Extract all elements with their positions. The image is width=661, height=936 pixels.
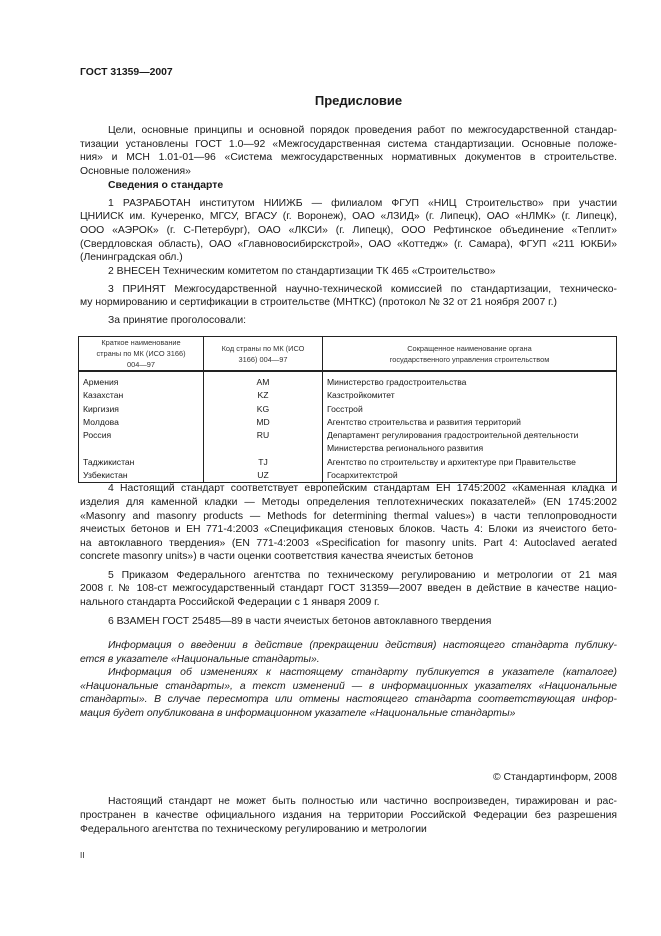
agency: Казстройкомитет xyxy=(323,389,617,402)
item1-line: 1 РАЗРАБОТАН институтом НИИЖБ — филиалом ФГУП «НИЦ Строительство» при участии xyxy=(108,198,617,209)
country: Армения xyxy=(79,371,204,389)
agency: Госстрой xyxy=(323,403,617,416)
item4-line: «Masonry and masonry products — Methods for determining thermal values») в части теплопроводности xyxy=(80,511,617,522)
item4-line: ячеистых бетонов и ЕН 771-4:2003 «Спецификация стеновых блоков. Часть 4: Блоки из ячеистого бето- xyxy=(80,524,617,535)
section-heading: Сведения о стандарте xyxy=(108,180,224,191)
country-code: AM xyxy=(204,371,323,389)
country: Казахстан xyxy=(79,389,204,402)
intro-line: тизации установлены ГОСТ 1.0—92 «Межгосударственная система стандартизации. Основные положе- xyxy=(80,139,617,150)
legal-line: Федерального агентства по техническому регулированию и метрологии xyxy=(80,824,427,835)
notice-line: «Национальные стандарты», а текст изменений — в информационных указателях «Национальные xyxy=(80,681,617,692)
country-code: TJ xyxy=(204,456,323,469)
country: Таджикистан xyxy=(79,456,204,469)
column-header: Сокращенное наименование органа государственного управления строительством xyxy=(323,337,617,372)
table-row xyxy=(79,389,617,402)
item2: 2 ВНЕСЕН Техническим комитетом по стандартизации ТК 465 «Строительство» xyxy=(108,266,496,277)
item5-line: 5 Приказом Федерального агентства по техническому регулированию и метрологии от 21 мая xyxy=(108,570,617,581)
item5-line: нального стандарта Российской Федерации с 1 января 2009 г. xyxy=(80,597,380,608)
column-header: Код страны по МК (ИСО 3166) 004—97 xyxy=(204,337,323,372)
notice-line: мация будет опубликована в информационном указателе «Национальные стандарты» xyxy=(80,708,516,719)
item4-line: изделия для каменной кладки — Методы определения теплотехнических показателей» (EN 1745:2002 xyxy=(80,497,617,508)
country-code: RU xyxy=(204,429,323,456)
country: Киргизия xyxy=(79,403,204,416)
agency: Агентство по строительству и архитектуре при Правительстве xyxy=(323,456,617,469)
table-row xyxy=(79,456,617,469)
item6: 6 ВЗАМЕН ГОСТ 25485—89 в части ячеистых бетонов автоклавного твердения xyxy=(108,616,492,627)
notice-line: стандарты». В случае пересмотра или отмены настоящего стандарта соответствующая инфор- xyxy=(80,694,617,705)
item1-line: (Ленинградская обл.) xyxy=(80,252,183,263)
column-header: Краткое наименование страны по МК (ИСО 3166) 004—97 xyxy=(79,337,204,372)
table-row xyxy=(79,429,617,456)
intro-line: Цели, основные принципы и основной порядок проведения работ по межгосударственной стандар- xyxy=(108,125,617,136)
item4-line: concrete masonry units») в части оценки соответствия качества ячеистых бетонов xyxy=(80,551,474,562)
table-row xyxy=(79,403,617,416)
country-code: UZ xyxy=(204,469,323,483)
country-code: MD xyxy=(204,416,323,429)
table-row xyxy=(79,416,617,429)
country: Молдова xyxy=(79,416,204,429)
item1-line: ЦНИИСК им. Кучеренко, МГСУ, ВГАСУ (г. Воронеж), ОАО «ЛЗИД» (г. Липецк), ОАО «НЛМК» (г. Липецк), xyxy=(80,211,617,222)
country: Узбекистан xyxy=(79,469,204,483)
voting-table xyxy=(78,336,617,483)
page-title: Предисловие xyxy=(314,93,403,108)
agency: Госархитектстрой xyxy=(323,469,617,483)
agency: Департамент регулирования градостроительной деятельности Министерства регионального развития xyxy=(323,429,617,456)
item4-line: на автоклавного твердения» (EN 771-4:2003 «Specification for masonry units. Part 4: Autoclaved aerated xyxy=(80,538,617,549)
voted-label: За принятие проголосовали: xyxy=(108,315,247,326)
copyright: © Стандартинформ, 2008 xyxy=(492,772,617,783)
intro-line: Основные положения» xyxy=(80,166,191,177)
table-row xyxy=(79,469,617,483)
item4-line: 4 Настоящий стандарт соответствует европейским стандартам ЕН 1745:2002 «Каменная кладка и xyxy=(108,483,617,494)
notice-line: Информация об изменениях к настоящему стандарту публикуется в указателе (каталоге) xyxy=(108,667,617,678)
table-row xyxy=(79,371,617,389)
legal-line: Настоящий стандарт не может быть полностью или частично воспроизведен, тиражирован и рас- xyxy=(108,796,617,807)
notice-line: ется в указателе «Национальные стандарты». xyxy=(80,654,320,665)
document-header: ГОСТ 31359—2007 xyxy=(80,67,173,78)
item3-line: 3 ПРИНЯТ Межгосударственной научно-технической комиссией по стандартизации, техническо- xyxy=(108,284,617,295)
item1-line: (Свердловская область), ОАО «Главновосибирскстрой», ОАО «Коттедж» (г. Самара), ФГУП «211 ЮКБИ» xyxy=(80,239,617,250)
country: Россия xyxy=(79,429,204,456)
agency: Агентство строительства и развития территорий xyxy=(323,416,617,429)
agency: Министерство градостроительства xyxy=(323,371,617,389)
notice-line: Информация о введении в действие (прекращении действия) настоящего стандарта публику- xyxy=(108,640,617,651)
item5-line: 2008 г. № 108-ст межгосударственный стандарт ГОСТ 31359—2007 введен в действие в качестве нацио- xyxy=(80,583,617,594)
page-number: II xyxy=(80,851,85,860)
item3-line: му нормированию и сертификации в строительстве (МНТКС) (протокол № 32 от 21 ноября 2007 г.) xyxy=(80,297,557,308)
item1-line: ООО «АЭРОК» (г. С-Петербург), ОАО «ЛКСИ» (г. Липецк), ООО Рефтинское объединение «Теплит» xyxy=(80,225,617,236)
intro-line: ния» и МСН 1.01-01—96 «Система межгосударственных нормативных документов в строительстве. xyxy=(80,152,617,163)
country-code: KZ xyxy=(204,389,323,402)
country-code: KG xyxy=(204,403,323,416)
legal-line: пространен в качестве официального издания на территории Российской Федерации без разрешения xyxy=(80,810,617,821)
